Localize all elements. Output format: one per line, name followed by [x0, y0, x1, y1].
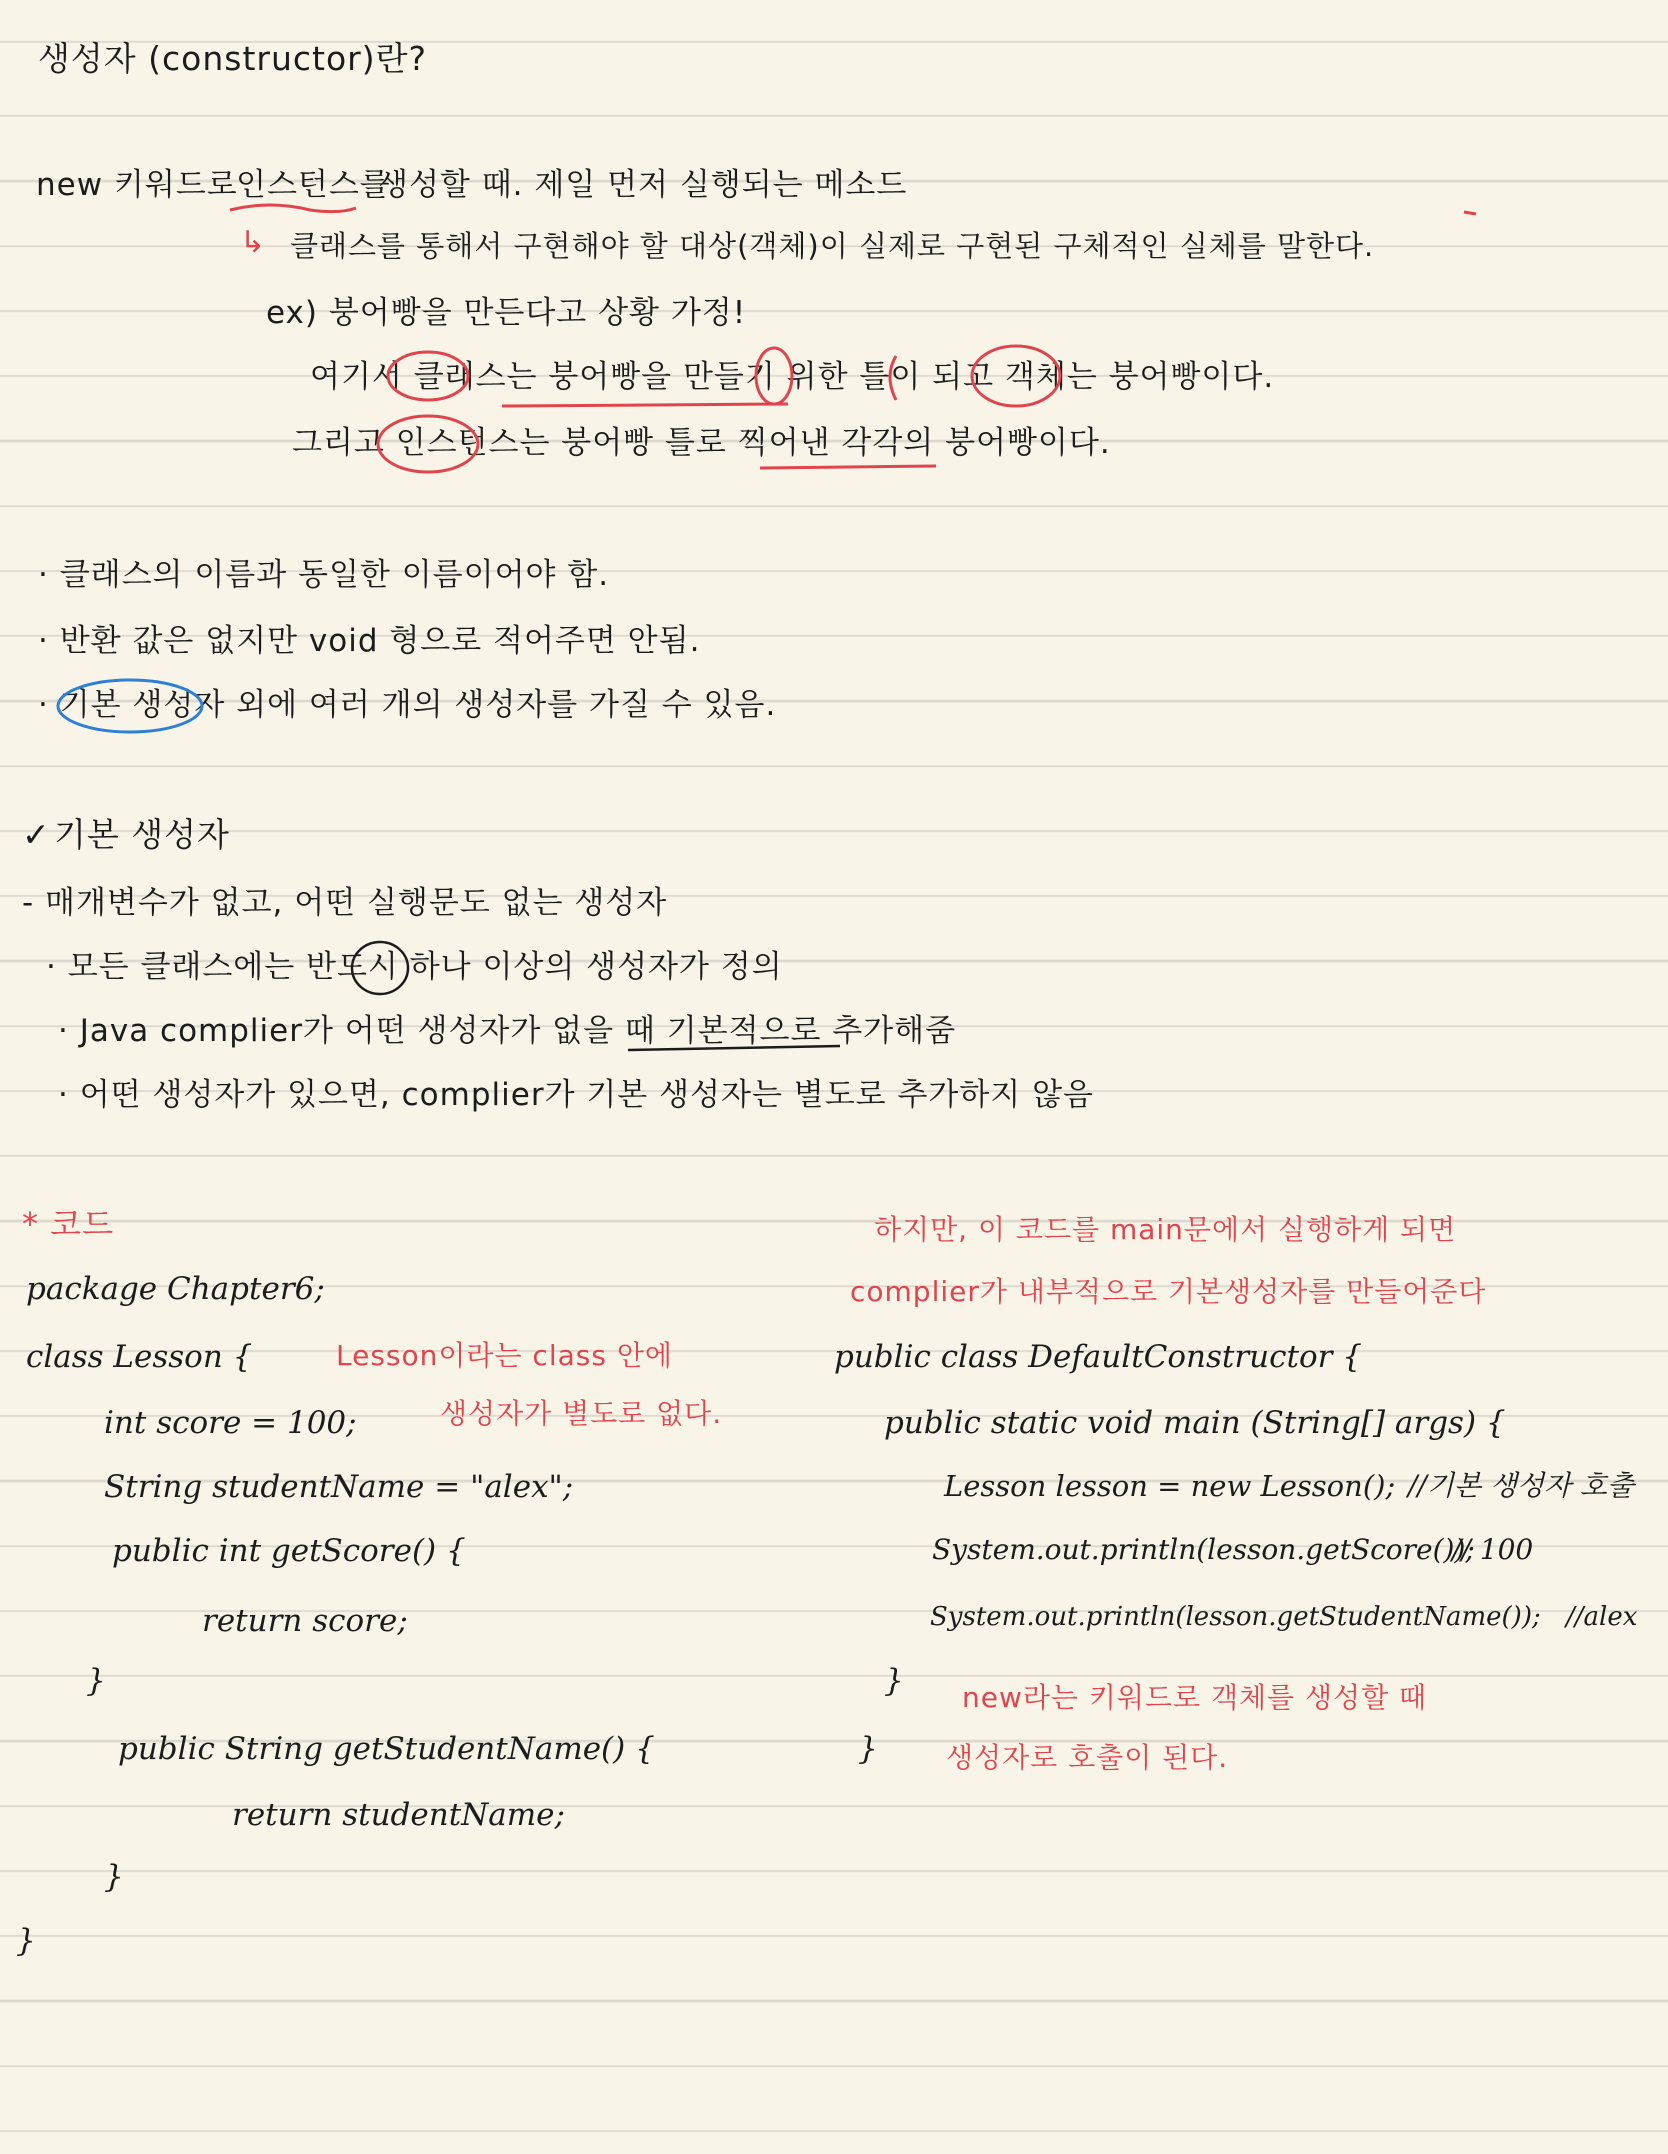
- intro-instance: 인스턴스를: [236, 167, 391, 203]
- code-line: public int getScore() {: [112, 1533, 466, 1569]
- code-line: }: [858, 1731, 878, 1767]
- bottom-note: 생성자로 호출이 된다.: [946, 1741, 1229, 1774]
- code-line: return studentName;: [232, 1797, 565, 1833]
- example-instance: 그리고 인스턴스는 붕어빵 틀로 찍어낸 각각의 붕어빵이다.: [292, 425, 1111, 461]
- underline-mark: [230, 205, 356, 212]
- ctor-item: · 어떤 생성자가 있으면, complier가 기본 생성자는 별도로 추가하지 않음: [58, 1077, 1094, 1113]
- code-heading: * 코드: [22, 1205, 114, 1243]
- code-line: }: [884, 1663, 904, 1699]
- example-class: 여기서 클래스는 붕어빵을 만들기 위한 틀이 되고 객체는 붕어빵이다.: [310, 359, 1275, 395]
- rule-item: · 반환 값은 없지만 void 형으로 적어주면 안됨.: [38, 623, 701, 659]
- bottom-note: new라는 키워드로 객체를 생성할 때: [962, 1681, 1428, 1714]
- code-comment: //alex: [1566, 1602, 1638, 1632]
- ctor-item: · Java complier가 어떤 생성자가 없을 때 기본적으로 추가해줌: [58, 1013, 957, 1049]
- underline-mark: [760, 466, 936, 468]
- left-note: 생성자가 별도로 없다.: [440, 1397, 723, 1430]
- rule-item: · 기본 생성자 외에 여러 개의 생성자를 가질 수 있음.: [38, 687, 777, 723]
- right-note: 하지만, 이 코드를 main문에서 실행하게 되면: [874, 1213, 1457, 1246]
- code-line: System.out.println(lesson.getStudentName());: [930, 1602, 1541, 1632]
- code-line: public class DefaultConstructor {: [834, 1339, 1362, 1375]
- code-line: class Lesson {: [26, 1339, 253, 1375]
- ctor-item: · 모든 클래스에는 반드시 하나 이상의 생성자가 정의: [46, 949, 783, 985]
- rule-item: · 클래스의 이름과 동일한 이름이어야 함.: [38, 557, 610, 593]
- code-line: public static void main (String[] args) {: [884, 1405, 1506, 1441]
- left-note: Lesson이라는 class 안에: [336, 1339, 673, 1372]
- code-line: }: [16, 1923, 36, 1959]
- right-note: complier가 내부적으로 기본생성자를 만들어준다: [850, 1275, 1487, 1308]
- section-heading: 기본 생성자: [54, 815, 230, 854]
- code-comment: //기본 생성자 호출: [1408, 1469, 1635, 1502]
- code-line: }: [86, 1663, 106, 1699]
- dash-mark: [1464, 212, 1476, 214]
- code-line: System.out.println(lesson.getScore());: [932, 1533, 1475, 1566]
- code-line: return score;: [202, 1603, 408, 1639]
- intro-suffix: 생성할 때. 제일 먼저 실행되는 메소드: [378, 167, 908, 203]
- instance-definition: 클래스를 통해서 구현해야 할 대상(객체)이 실제로 구현된 구체적인 실체를 말한다.: [290, 229, 1375, 263]
- example-line: ex) 붕어빵을 만든다고 상황 가정!: [266, 295, 747, 331]
- code-line: public String getStudentName() {: [118, 1731, 655, 1767]
- code-line: String studentName = "alex";: [104, 1469, 574, 1505]
- code-comment: // 100: [1452, 1533, 1534, 1566]
- page-title: 생성자 (constructor)란?: [38, 39, 427, 78]
- underline-mark: [502, 404, 788, 406]
- code-line: int score = 100;: [104, 1405, 357, 1441]
- arrow-icon: ↳: [240, 225, 266, 260]
- code-line: package Chapter6;: [26, 1271, 325, 1307]
- code-line: }: [104, 1859, 124, 1895]
- code-line: Lesson lesson = new Lesson();: [944, 1469, 1396, 1503]
- check-icon: ✓: [22, 815, 51, 854]
- ctor-item: - 매개변수가 없고, 어떤 실행문도 없는 생성자: [22, 885, 668, 921]
- intro-prefix: new 키워드로: [36, 167, 238, 203]
